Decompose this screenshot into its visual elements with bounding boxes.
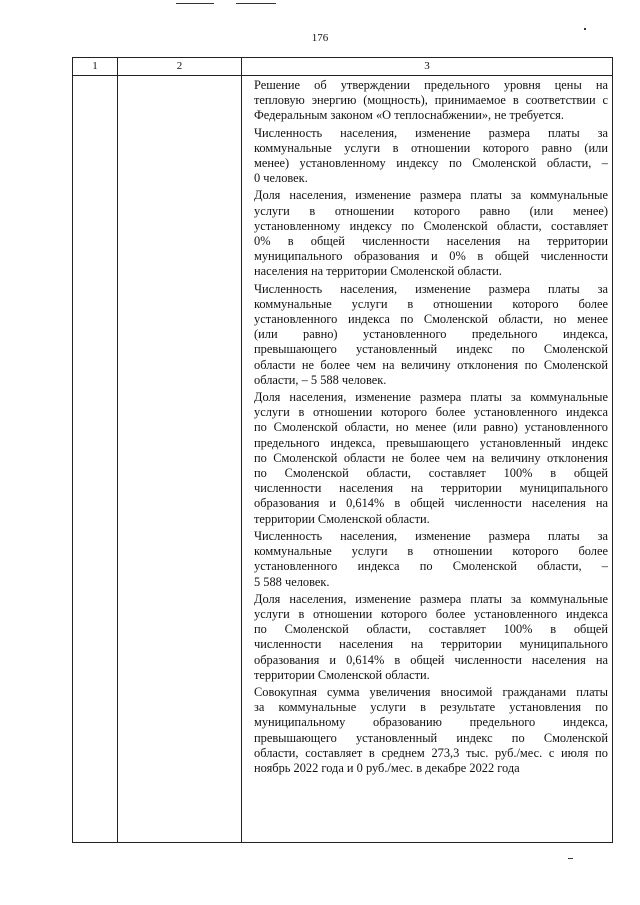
text-line: Федеральным законом «О теплоснабжении», не требуется. [254, 108, 564, 123]
text-line: численности населения на территории муниципального [254, 637, 608, 652]
text-line: тепловую энергию (мощность), принимаемое в соответствии с [254, 93, 608, 108]
paragraph [254, 78, 608, 124]
text-line: Решение об утверждении предельного уровня цены на [254, 78, 608, 92]
text-line: Численность населения, изменение размера платы за [254, 125, 608, 140]
table-header-row [73, 58, 613, 76]
text-line: по Смоленской области, составляет 100% в общей [254, 622, 608, 637]
text-line: Доля населения, изменение размера платы за коммунальные [254, 188, 608, 203]
text-line: услуги в отношении которого равно (или менее) [254, 203, 608, 218]
text-line: по Смоленской области, но менее (или равно) установленного [254, 420, 608, 435]
text-line: за коммунальные услуги в результате установления по [254, 700, 608, 715]
text-line: менее) установленному индексу по Смоленской области, – [254, 156, 608, 171]
cell-column-1 [73, 76, 118, 843]
text-line: области не более чем на величину отклонения по Смоленской [254, 357, 608, 372]
text-line: установленного индекса по Смоленской области, но менее [254, 312, 608, 327]
column-header-1: 1 [73, 58, 118, 76]
text-line: области, составляет в среднем 273,3 тыс. руб./мес. с июля по [254, 745, 608, 760]
paragraph [254, 592, 608, 683]
text-line: Численность населения, изменение размера платы за [254, 281, 608, 296]
text-line: муниципальному образованию предельного индекса, [254, 715, 608, 730]
text-line: коммунальные услуги в отношении которого более [254, 296, 608, 311]
text-line: области, – 5 588 человек. [254, 372, 387, 387]
text-line: Доля населения, изменение размера платы за коммунальные [254, 390, 608, 405]
text-line: 5 588 человек. [254, 574, 330, 589]
paragraph [254, 685, 608, 776]
paragraph [254, 126, 608, 187]
text-line: по Смоленской области, составляет 100% в общей [254, 466, 608, 481]
paragraph [254, 390, 608, 527]
text-line: установленного индекса по Смоленской области, – [254, 559, 608, 574]
text-line: территории Смоленской области. [254, 511, 430, 526]
text-line: численности населения на территории муниципального [254, 481, 608, 496]
text-line: 0% в общей численности населения на территории [254, 234, 608, 249]
text-line: коммунальные услуги в отношении которого равно (или [254, 140, 608, 155]
paragraph [254, 529, 608, 590]
column-header-2: 2 [118, 58, 242, 76]
text-line: ноябрь 2022 года и 0 руб./мес. в декабре 2022 года [254, 760, 520, 775]
text-line: коммунальные услуги в отношении которого более [254, 544, 608, 559]
cell-column-3 [242, 76, 613, 843]
column-header-3: 3 [242, 58, 613, 76]
text-line: услуги в отношении которого более установленного индекса [254, 405, 608, 420]
text-line: территории Смоленской области. [254, 667, 430, 682]
text-line: образования и 0,614% в общей численности населения на [254, 652, 608, 667]
text-line: муниципального образования и 0% в общей численности [254, 249, 608, 264]
paragraph [254, 188, 608, 279]
text-line: предельного индекса, превышающего установленный индекс [254, 435, 608, 450]
text-line: Доля населения, изменение размера платы за коммунальные [254, 591, 608, 606]
text-line: (или равно) установленного предельного индекса, [254, 327, 608, 342]
paragraph [254, 282, 608, 388]
scan-speck [568, 858, 573, 859]
text-line: превышающего установленный индекс по Смоленской [254, 342, 608, 357]
text-line: услуги в отношении которого более установленного индекса [254, 606, 608, 621]
cell-text [242, 76, 612, 776]
document-table [72, 57, 613, 843]
page-number: 176 [311, 32, 329, 44]
scan-line-top [236, 3, 276, 4]
text-line: превышающего установленный индекс по Смоленской [254, 730, 608, 745]
text-line: населения на территории Смоленской области. [254, 264, 502, 279]
scan-speck [584, 28, 586, 30]
text-line: по Смоленской области не более чем на величину отклонения [254, 450, 608, 465]
cell-column-2 [118, 76, 242, 843]
text-line: Численность населения, изменение размера платы за [254, 528, 608, 543]
table-row [73, 76, 613, 843]
scan-line-top [176, 3, 214, 4]
text-line: установленному индексу по Смоленской области, составляет [254, 218, 608, 233]
text-line: Совокупная сумма увеличения вносимой гражданами платы [254, 684, 608, 699]
text-line: образования и 0,614% в общей численности населения на [254, 496, 608, 511]
text-line: 0 человек. [254, 171, 308, 186]
